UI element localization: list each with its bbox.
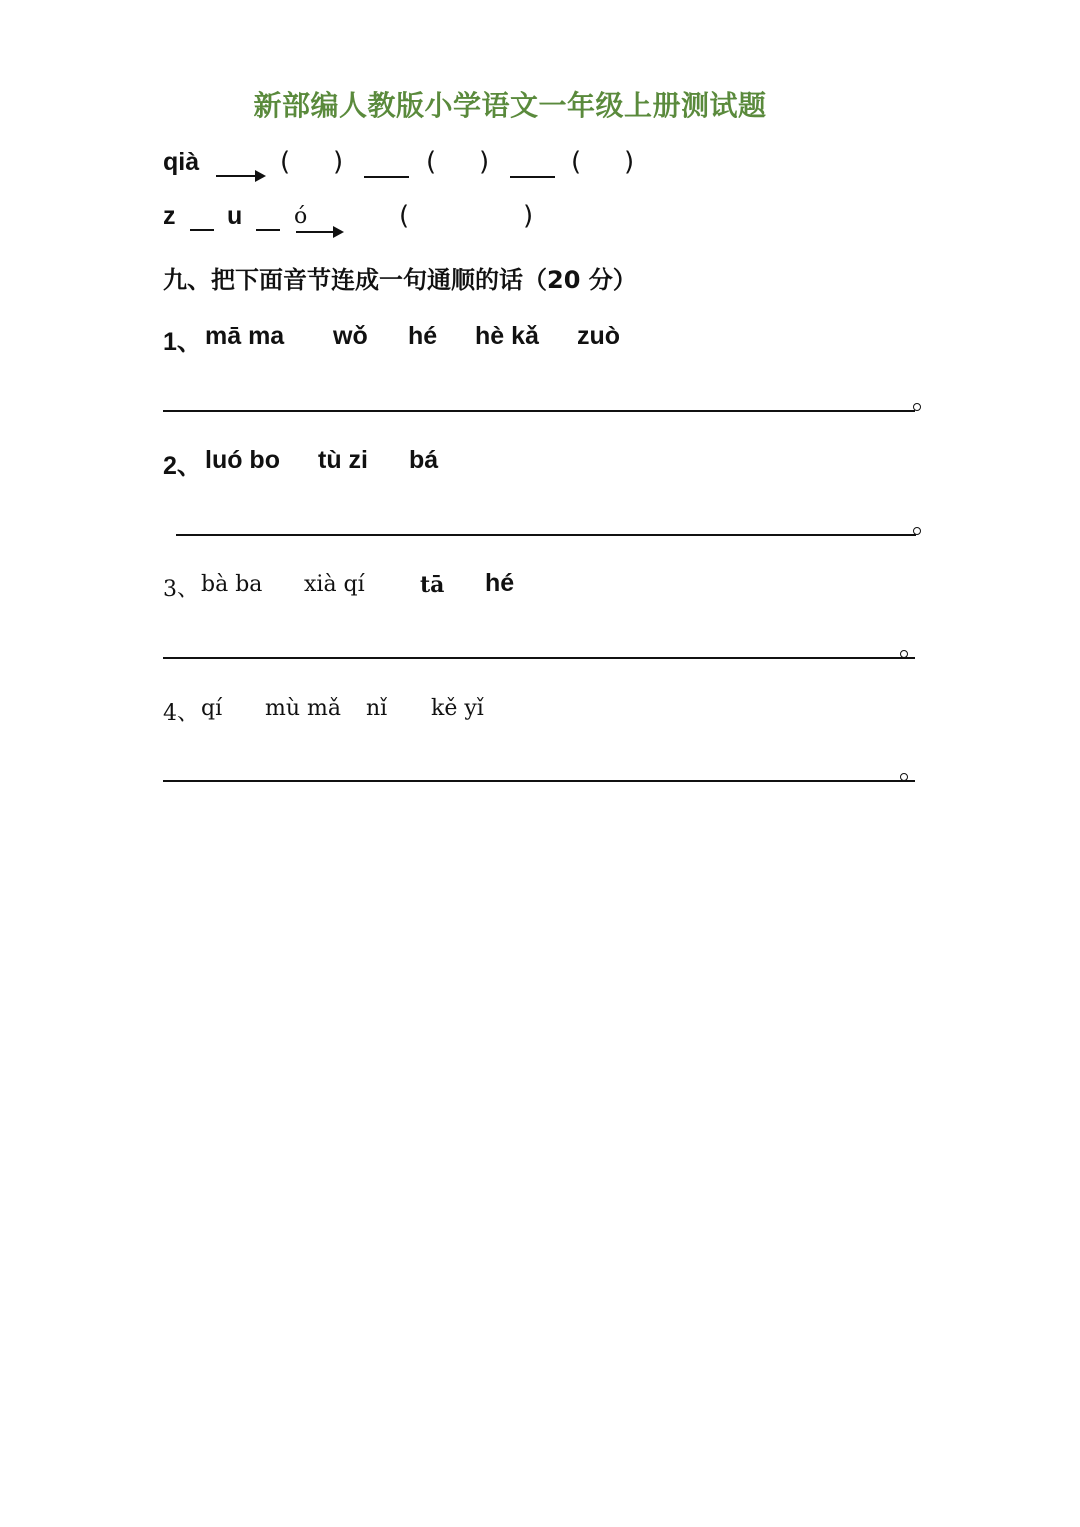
pinyin-word: hé	[408, 322, 438, 350]
pinyin-word: hè kǎ	[475, 322, 539, 350]
answer-blank[interactable]	[364, 176, 409, 178]
final-o: ó	[294, 204, 308, 229]
pinyin-word: mù mǎ	[265, 696, 342, 721]
pinyin-word: zuò	[577, 322, 621, 350]
pinyin-word: hé	[485, 569, 515, 597]
close-paren: )	[479, 147, 490, 177]
page-title: 新部编人教版小学语文一年级上册测试题	[253, 89, 767, 122]
pinyin-word: mā ma	[205, 322, 285, 350]
answer-blank[interactable]	[256, 229, 280, 231]
period-mark	[900, 773, 908, 781]
question-number: 2、	[163, 452, 202, 480]
answer-line[interactable]	[163, 410, 915, 412]
answer-blank[interactable]	[510, 176, 555, 178]
answer-line[interactable]	[176, 534, 916, 536]
pinyin-word: tā	[420, 572, 445, 598]
arrow-icon	[296, 231, 342, 233]
close-paren: )	[624, 147, 635, 177]
pinyin-word: luó bo	[205, 446, 280, 474]
open-paren: (	[399, 201, 410, 231]
period-mark	[900, 650, 908, 658]
pinyin-word: tù zi	[318, 446, 368, 474]
period-mark	[913, 527, 921, 535]
arrow-icon	[216, 175, 264, 177]
pinyin-word: bà ba	[201, 572, 263, 597]
answer-line[interactable]	[163, 780, 915, 782]
close-paren: )	[333, 147, 344, 177]
pinyin-word: nǐ	[366, 696, 388, 721]
open-paren: (	[280, 147, 291, 177]
close-paren: )	[523, 201, 534, 231]
initial-z: z	[163, 202, 176, 230]
period-mark	[913, 403, 921, 411]
syllable-qia: qià	[163, 148, 200, 176]
pinyin-word: wǒ	[333, 322, 368, 350]
open-paren: (	[426, 147, 437, 177]
medial-u: u	[227, 202, 243, 230]
question-number: 3、	[163, 577, 199, 602]
question-number: 1、	[163, 328, 202, 356]
open-paren: (	[571, 147, 582, 177]
question-number: 4、	[163, 701, 199, 726]
pinyin-word: qí	[201, 696, 223, 721]
answer-blank[interactable]	[190, 229, 214, 231]
pinyin-word: kě yǐ	[431, 696, 484, 721]
section-heading: 九、把下面音节连成一句通顺的话（20 分）	[163, 266, 637, 294]
pinyin-word: bá	[409, 446, 439, 474]
answer-line[interactable]	[163, 657, 915, 659]
pinyin-word: xià qí	[304, 572, 365, 597]
